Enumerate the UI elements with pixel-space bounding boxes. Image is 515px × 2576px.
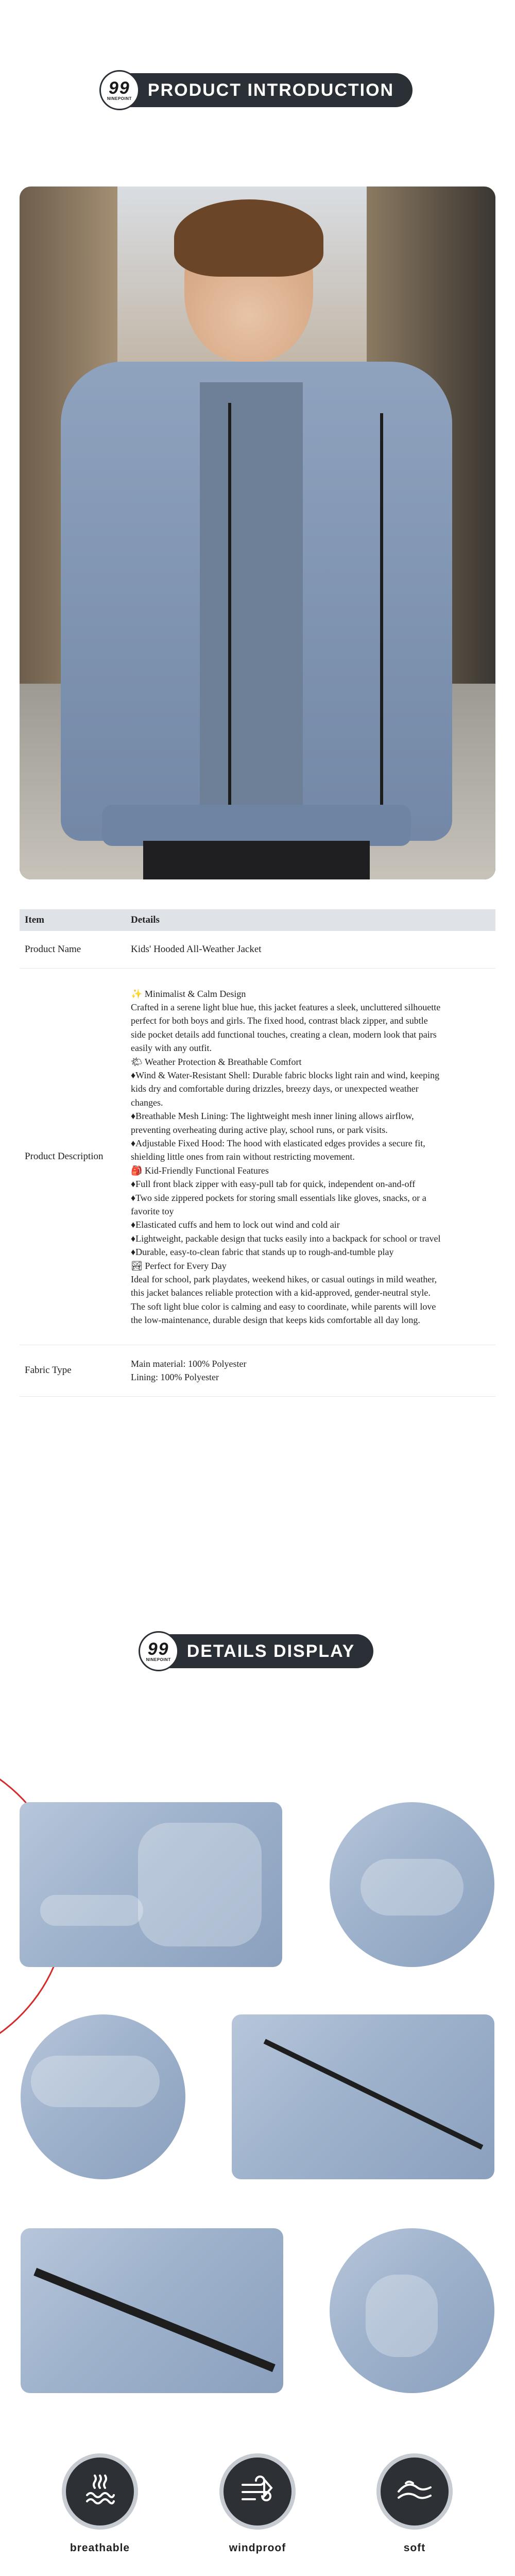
detail-photo-hem	[21, 2014, 185, 2179]
description-line: side pocket details add functional touches, creating a clean, modern look that pairs	[131, 1029, 437, 1040]
jacket-hem	[102, 805, 411, 846]
description-label: Product Description	[20, 968, 126, 1345]
brand-logo-number: 99	[108, 78, 130, 98]
feature-soft	[366, 2453, 464, 2554]
description-line: shielding little ones from rain without restricting movement.	[131, 1151, 355, 1162]
details-title: DETAILS DISPLAY	[186, 1641, 355, 1661]
description-line: ♦Durable, easy-to-clean fabric that stands up to rough-and-tumble play	[131, 1247, 394, 1258]
description-line: kids dry and comfortable during drizzles, breezy days, or unexpected weather	[131, 1083, 419, 1094]
feature-breathable	[51, 2453, 149, 2554]
child-hair	[174, 199, 323, 277]
description-line: 🎒 Kid-Friendly Functional Features	[131, 1165, 269, 1176]
description-line: ✨ Minimalist & Calm Design	[131, 988, 246, 999]
description-value	[126, 968, 495, 1345]
table-row	[20, 931, 495, 968]
pants	[143, 841, 370, 879]
soft-icon	[376, 2453, 453, 2530]
cuff-elastic	[138, 1823, 262, 1946]
fabric-lining: Lining: 100% Polyester	[131, 1372, 219, 1383]
product-spec-table	[20, 909, 495, 1397]
intro-header	[0, 73, 515, 107]
description-line: Ideal for school, park playdates, weekend hikes, or casual outings in mild weather,	[131, 1274, 437, 1285]
description-line: preventing overheating during active play, school runs, or park visits.	[131, 1124, 388, 1135]
description-line: this jacket balances reliable protection with a kid-approved, gender-neutral style.	[131, 1287, 431, 1298]
description-line: The soft light blue color is calming and easy to coordinate, while parents will love	[131, 1301, 436, 1312]
brand-logo	[139, 1631, 179, 1671]
description-line: favorite toy	[131, 1206, 174, 1216]
intro-title-pill	[102, 73, 413, 107]
intro-title: PRODUCT INTRODUCTION	[147, 80, 394, 100]
feature-label: soft	[403, 2542, 426, 2554]
fabric-type-value	[126, 1345, 495, 1396]
hem-elastic	[31, 2056, 160, 2107]
detail-photo-zipper	[232, 2014, 494, 2179]
feature-windproof	[209, 2453, 306, 2554]
description-line: the low-maintenance, durable design that keeps kids comfortable all day long.	[131, 1315, 420, 1326]
description-line: ♦Breathable Mesh Lining: The lightweight mesh inner lining allows airflow,	[131, 1111, 414, 1122]
jacket-zipper-right	[380, 413, 383, 805]
description-line: changes.	[131, 1097, 163, 1108]
table-header-details: Details	[126, 909, 495, 931]
table-header-item: Item	[20, 909, 126, 931]
pocket-fold	[366, 2275, 438, 2357]
description-line: ♦Elasticated cuffs and hem to lock out wind and cold air	[131, 1219, 340, 1230]
windproof-icon	[219, 2453, 296, 2530]
description-line: ♦Lightweight, packable design that tucks easily into a backpack for school or travel	[131, 1233, 441, 1244]
detail-photo-pocket	[330, 2228, 494, 2393]
detail-photo-cuff-closeup	[330, 1802, 494, 1967]
brand-logo-text: NINEPOINT	[107, 96, 132, 101]
description-line: Crafted in a serene light blue hue, this jacket features a sleek, uncluttered silhouette	[131, 1002, 441, 1012]
sleeve-fold	[40, 1895, 143, 1926]
brand-logo	[99, 70, 140, 110]
description-line: easily with any outfit.	[131, 1043, 212, 1054]
front-zipper	[33, 2268, 276, 2372]
description-line: ♦Wind & Water-Resistant Shell: Durable fabric blocks light rain and wind, keeping	[131, 1070, 440, 1080]
table-header-row	[20, 909, 495, 931]
details-title-pill	[142, 1634, 374, 1668]
fabric-main: Main material: 100% Polyester	[131, 1358, 247, 1369]
jacket-zipper-left	[228, 403, 231, 805]
description-line: ♦Adjustable Fixed Hood: The hood with elasticated edges provides a secure fit,	[131, 1138, 425, 1148]
detail-photo-front-zip	[21, 2228, 283, 2393]
product-name-value: Kids' Hooded All-Weather Jacket	[126, 931, 495, 968]
zipper-track	[264, 2039, 484, 2149]
product-name-label: Product Name	[20, 931, 126, 968]
table-row	[20, 968, 495, 1345]
cuff-elastic-closeup	[360, 1859, 464, 1916]
hero-product-photo	[20, 187, 495, 879]
table-row	[20, 1345, 495, 1396]
feature-label: breathable	[70, 2542, 130, 2554]
description-line: ♦Two side zippered pockets for storing small essentials like gloves, snacks, or a	[131, 1192, 426, 1203]
fabric-type-label: Fabric Type	[20, 1345, 126, 1396]
brand-logo-number: 99	[147, 1639, 169, 1659]
brand-logo-text: NINEPOINT	[146, 1657, 171, 1662]
description-line: ♦Full front black zipper with easy-pull tab for quick, independent on-and-off	[131, 1179, 416, 1190]
feature-label: windproof	[229, 2542, 286, 2554]
description-line: 🏞 Perfect for Every Day	[131, 1260, 227, 1271]
details-header	[0, 1634, 515, 1668]
description-line: 🌤 Weather Protection & Breathable Comfort	[131, 1056, 302, 1067]
inner-shirt	[200, 382, 303, 820]
breathable-icon	[62, 2453, 138, 2530]
detail-photo-cuff	[20, 1802, 282, 1967]
description-line: perfect for both boys and girls. The fixed hood, contrast black zipper, and subtle	[131, 1015, 428, 1026]
